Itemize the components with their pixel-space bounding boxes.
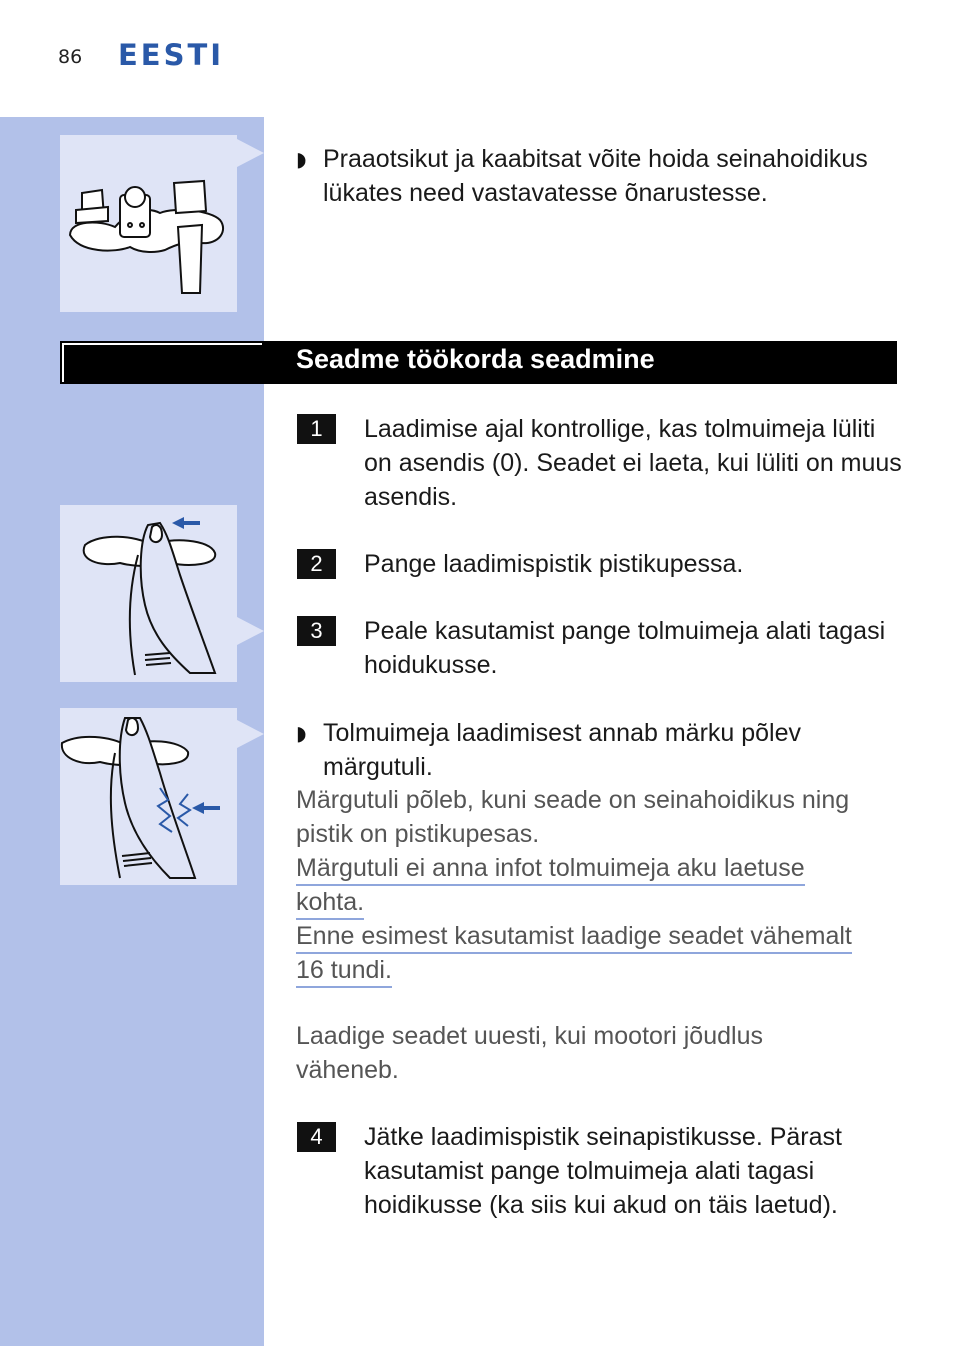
indicator-bullet-text: Tolmuimeja laadimisest annab märku põlev märgutuli.: [323, 719, 802, 781]
language-heading: EESTI: [118, 38, 225, 72]
step-text-2: Pange laadimispistik pistikupessa.: [364, 550, 744, 578]
step-number-2: 2: [297, 549, 336, 579]
vacuum-in-holder-switch-icon: [60, 505, 237, 682]
step-text-1: Laadimise ajal kontrollige, kas tolmuimeja lüliti on asendis (0). Seadet ei laeta, kui lüliti on muus asendis.: [364, 415, 902, 511]
indicator-light-illustration: [60, 708, 237, 885]
note-first-charge-text: Enne esimest kasutamist laadige seadet vähemalt 16 tundi.: [296, 922, 852, 988]
wall-holder-accessories-icon: [60, 135, 237, 312]
intro-bullet-text: Praaotsikut ja kaabitsat võite hoida seinahoidikus lükates need vastavatesse õnarustesse.: [323, 145, 868, 207]
note-recharge: Laadige seadet uuesti, kui mootori jõudlus väheneb.: [296, 1022, 763, 1084]
note-indicator-on: Märgutuli põleb, kuni seade on seinahoidikus ning pistik on pistikupesas.: [296, 786, 850, 848]
illustration-pointer: [237, 720, 264, 748]
triangle-bullet-icon: ◗: [296, 721, 307, 745]
illustration-pointer: [237, 617, 264, 645]
wall-holder-illustration: [60, 135, 237, 312]
switch-position-illustration: [60, 505, 237, 682]
note-first-charge: [296, 919, 881, 987]
step-number-1: 1: [297, 414, 336, 444]
section-title: Seadme töökorda seadmine: [296, 344, 655, 374]
vacuum-indicator-light-icon: [60, 708, 237, 885]
step-number-3: 3: [297, 616, 336, 646]
illustration-pointer: [237, 139, 264, 167]
step-number-4: 4: [297, 1122, 336, 1152]
note-no-battery-info: [296, 851, 856, 919]
note-no-battery-info-text: Märgutuli ei anna infot tolmuimeja aku laetuse kohta.: [296, 854, 805, 920]
triangle-bullet-icon: ◗: [296, 147, 307, 171]
step-text-3: Peale kasutamist pange tolmuimeja alati tagasi hoidukusse.: [364, 617, 886, 679]
page-number: 86: [58, 46, 83, 68]
step-text-4: Jätke laadimispistik seinapistikusse. Pärast kasutamist pange tolmuimeja alati tagasi hoidikusse (ka siis kui akud on täis laetud).: [364, 1123, 842, 1219]
